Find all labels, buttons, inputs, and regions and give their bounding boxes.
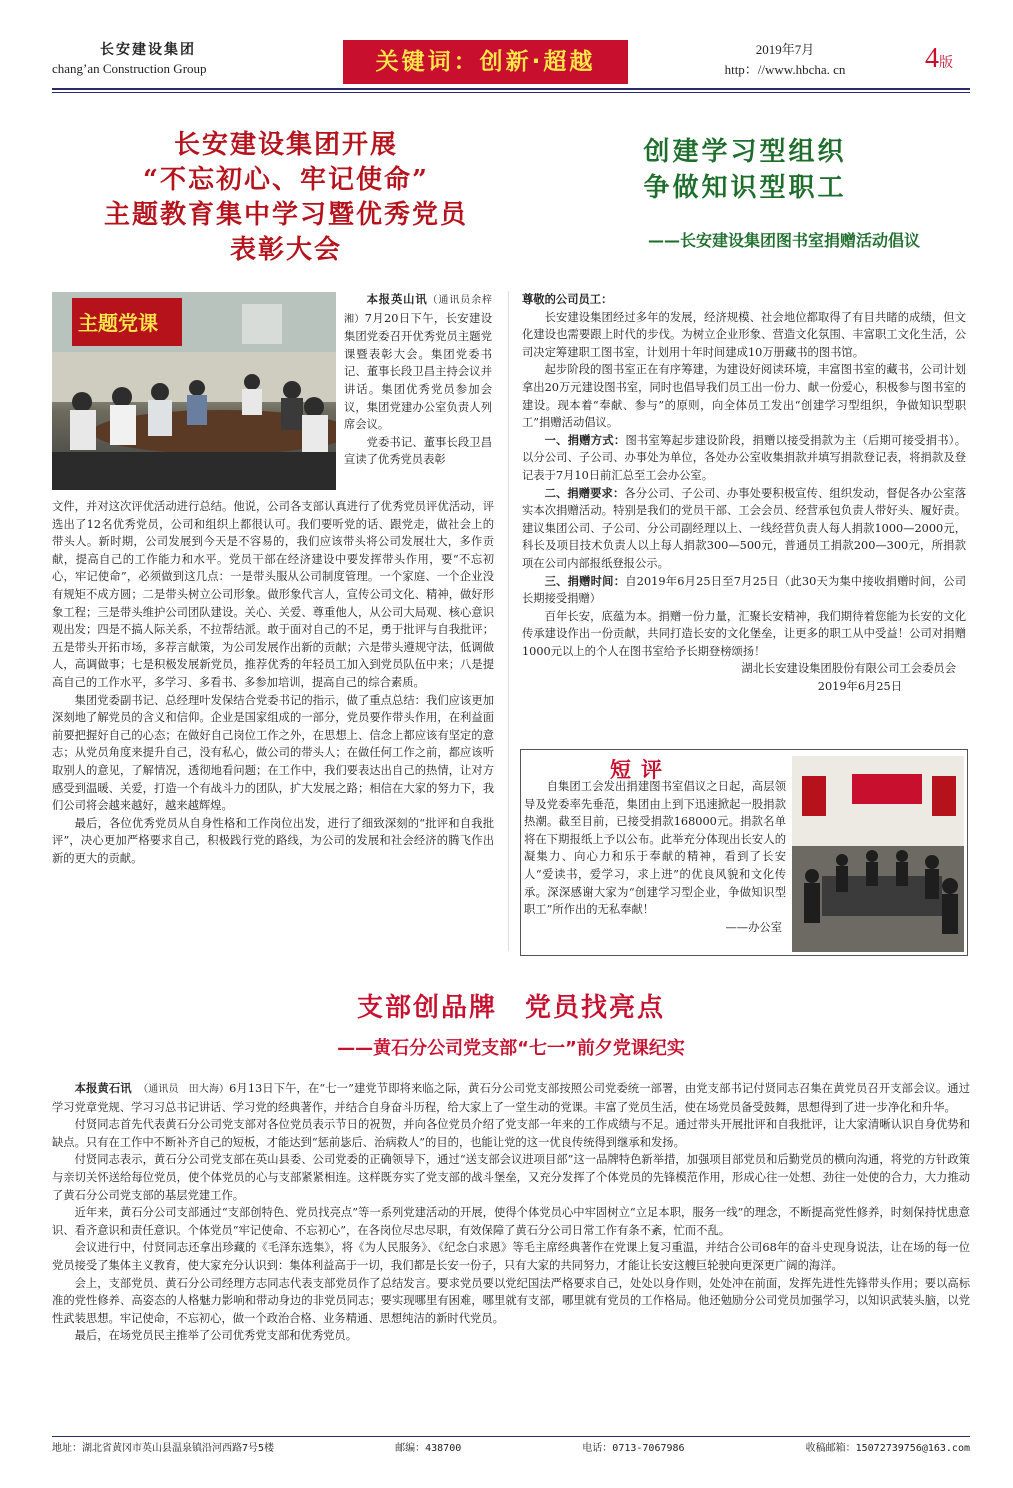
review-text	[524, 778, 786, 936]
issue-info	[690, 40, 880, 80]
paragraph: 文件，并对这次评优活动进行总结。他说，公司各支部认真进行了优秀党员评优活动，评选出了12名优秀党员，公司和组织上都很认可。我们要听党的话、跟党走，做社会上的带头人。新时期，公司发展到今天是不容易的，我们应该带头将公司发展壮大，多作贡献，提高自己的工作能力和水平。党员干部在经济建设中要发挥带头作用，要“不忘初心，牢记使命”，必须做到这几点：一是带头服从公司制度管理。一个家庭、一个企业没有规矩不成方圆；二是带头树立公司形象。做形象代言人，宣传公司文化、精神，做好形象工程；三是带头维护公司团队建设。关心、关爱、尊重他人，从公司大局观、核心意识观出发；四是不搞人际关系，不拉帮结派。敢于面对自己的不足，勇于批评与自我批评；五是带头开拓市场，多荐言献策，为公司发展作出新的贡献；六是带头遵规守法，低调做人，高调做事；七是积极发展新党员，推荐优秀的年轻员工加入到党员队伍中来；八是提高自己的工作水平，多学习、多看书、多参加培训，提高自己的综合素质。	[52, 500, 494, 689]
paragraph: 付贤同志表示，黄石分公司党支部在英山县委、公司党委的正确领导下，通过“送支部会议进项目部”这一品牌特色新举措，加强项目部党员和后勤党员的横向沟通，将党的方针政策与亲切关怀送给每位党员，使个体党员的心与支部紧紧相连。这样既夯实了党支部的战斗堡垒，又充分发挥了个体党员的先锋模范作用，形成心往一处想、劲往一处使的合力，大力推动了黄石分公司党支部的基层党建工作。	[52, 1153, 970, 1202]
review-author: ——办公室	[725, 920, 782, 934]
paragraph: 三、捐赠时间：自2019年6月25日至7月25日（此30天为集中接收捐赠时间，公司长期接受捐赠）	[522, 573, 966, 606]
paragraph: 百年长安，底蕴为本。捐赠一份力量，汇聚长安精神，我们期待着您能为长安的文化传承建设作出一份贡献，共同打造长安的文化堡垒，让更多的职工从中受益！公司对捐赠1000元以上的个人在图书室给予长期登榜颂扬！	[522, 609, 966, 658]
paragraph: 最后，各位优秀党员从自身性格和工作岗位出发，进行了细致深刻的“批评和自我批评”，决心更加严格要求自己，积极践行党的路线，为公司的发展和社会经济的腾飞作出新的更大的贡献。	[52, 816, 494, 865]
paragraph: 会议进行中，付贤同志还拿出珍藏的《毛泽东选集》，将《为人民服务》、《纪念白求恩》等毛主席经典著作在党课上复习重温，并结合公司68年的奋斗史现身说法，让在场的每一位党员接受了集体主义教育，使大家充分认识到：集体利益高于一切，我们都是长安一份子，只有大家的共同努力，才能让长安这艘巨轮驶向更深更广阔的海洋。	[52, 1241, 970, 1272]
dateline: 本报黄石讯	[74, 1081, 132, 1095]
article2-headline	[560, 134, 930, 206]
page-number: 4版	[925, 43, 953, 74]
dateline: 本报英山讯	[366, 292, 428, 306]
paragraph: 长安建设集团经过多年的发展，经济规模、社会地位都取得了有目共睹的成绩，但文化建设也需要跟上时代的步伐。为树立企业形象、营造文化氛围、丰富职工文化生活，公司决定筹建职工图书室，计划用十年时间建成10万册藏书的图书馆。	[522, 310, 966, 359]
meeting-photo	[52, 292, 336, 490]
paragraph-head: 党委书记、董事长段卫昌宣读了优秀党员表彰	[344, 435, 492, 467]
paragraph: 自集团工会发出捐建图书室倡议之日起，高层领导及党委率先垂范，集团由上到下迅速掀起一股捐款热潮。截至目前，已接受捐款168000元。捐款名单将在下期报纸上予以公布。此举充分体现出长安人的凝集力、向心力和乐于奉献的精神，看到了长安人“爱读书，爱学习，求上进”的优良风貌和文化传承。深深感谢大家为“创建学习型企业，争做知识型职工”所作出的无私奉献！	[524, 780, 786, 917]
headline-line: 争做知识型职工	[643, 173, 847, 203]
salutation: 尊敬的公司员工：	[522, 292, 613, 306]
paragraph: 付贤同志首先代表黄石分公司党支部对各位党员表示节日的祝贺，并向各位党员介绍了党支部一年来的工作成绩与不足。通过带头开展批评和自我批评，让大家清晰认识自身优势和缺点。只有在工作中不断补齐自己的短板，才能达到“惩前毖后、治病救人”的目的，也能让党的这一优良传统得到继承和发扬。	[52, 1118, 970, 1149]
article2-subtitle: ——长安建设集团图书室捐赠活动倡议	[647, 231, 920, 250]
signature: 湖北长安建设集团股份有限公司工会委员会	[741, 662, 956, 676]
masthead-rule	[52, 88, 970, 90]
headline-line: 创建学习型组织	[643, 137, 847, 167]
company-name-en: chang’an Construction Group	[52, 61, 207, 76]
footer-address: 地址：湖北省黄冈市英山县温泉镇沿河西路7号5楼	[52, 1443, 275, 1454]
headline-line: “不忘初心、牢记使命”	[143, 165, 429, 195]
paragraph: 集团党委副书记、总经理叶发保结合党委书记的指示，做了重点总结：我们应该更加深刻地了解党员的含义和信仰。企业是国家组成的一部分，党员要作带头作用，在利益面前要把握好自己的心态；在做好自己岗位工作之外，在思想上、信念上都应该有坚定的意志；从党员角度来提升自己，没有私心，做公司的带头人；在做任何工作之前，都应该听取别人的意见，了解情况，透彻地看问题；在工作中，我们要表达出自己的热情，让对方感受到温暖、关爱，打造一个有战斗力的团队，扩大发展之路；相信在大家的努力下，我们公司将会越来越好，越来越辉煌。	[52, 693, 494, 813]
headline-line: 表彰大会	[229, 235, 342, 265]
website-url[interactable]: http：//www.hbcha. cn	[724, 62, 846, 77]
issue-date: 2019年7月	[755, 42, 815, 57]
footer-email[interactable]: 收稿邮箱：15072739756@163.com	[805, 1443, 970, 1454]
paragraph: 起步阶段的图书室正在有序筹建，为建设好阅读环境，丰富图书室的藏书，公司计划拿出20万元建设图书室，同时也倡导我们员工出一份力、献一份爱心，积极参与图书室的建设。现本着“奉献、参与”的原则，向全体员工发出“创建学习型组织，争做知识型职工”捐赠活动倡议。	[522, 363, 966, 430]
article2-body	[522, 291, 966, 696]
lede-text: 6月13日下午，在“七一”建党节即将来临之际，黄石分公司党支部按照公司党委统一部署，由党支部书记付贤同志召集在黄党员召开支部会议。通过学习党章党规、学习习总书记讲话、学习党的经典著作，并结合自身奋斗历程，给大家上了一堂生动的党课。丰富了党员生活，使在场党员备受鼓舞，思想得到了进一步净化和升华。	[52, 1082, 970, 1114]
byline: （通讯员 田大海）	[143, 1084, 230, 1095]
paragraph: 二、捐赠要求：各分公司、子公司、办事处要积极宣传、组织发动，督促各办公室落实本次捐赠活动。特别是我们的党员干部、工会会员、经营承包负责人带好头、履好责。建议集团公司、子公司、分公司副经理以上、一线经营负责人每人捐款1000—2000元，科长及项目技术负责人以上每人捐款300—500元，普通员工捐款200—300元，所捐款项在公司内部报纸登报公示。	[522, 485, 966, 570]
paragraph: 一、捐赠方式：图书室筹起步建设阶段，捐赠以接受捐款为主（后期可接受捐书）。以分公司、子公司、办事处为单位，各处办公室收集捐款并填写捐款登记表，将捐款及登记表于7月10日前汇总至工会办公室。	[522, 432, 966, 482]
library-event-photo	[792, 756, 964, 952]
article1-body	[52, 498, 494, 867]
paragraph: 近年来，黄石分公司支部通过“支部创特色、党员找亮点”等一系列党建活动的开展，使得个体党员心中牢固树立“立足本职，服务一线”的理念，不断提高党性修养，时刻保持忧患意识、看齐意识和责任意识。个体党员“牢记使命、不忘初心”，在各岗位尽忠尽职，有效保障了黄石分公司日常工作有条不紊，忙而不乱。	[52, 1206, 970, 1237]
article3-headline: 支部创品牌 党员找亮点	[356, 993, 665, 1023]
sign-date: 2019年6月25日	[817, 680, 902, 694]
column-divider	[508, 291, 509, 951]
byline: （通讯员余梓湘）	[344, 295, 492, 325]
review-title: 短评	[610, 757, 672, 782]
page-suffix: 版	[939, 56, 953, 71]
paragraph: 最后，在场党员民主推举了公司优秀党支部和优秀党员。	[74, 1329, 358, 1343]
lede-text: 7月20日下午，长安建设集团党委召开优秀党员主题党课暨表彰大会。集团党委书记、董事长段卫昌主持会议并讲话。集团优秀党员参加会议，集团党建办公室负责人列席会议。	[344, 311, 492, 432]
article1-headline	[52, 128, 520, 268]
footer	[52, 1441, 970, 1457]
footer-postcode: 邮编：438700	[395, 1443, 462, 1454]
article3-subtitle: ——黄石分公司党支部“七一”前夕党课纪实	[337, 1038, 685, 1059]
article3-body	[52, 1080, 970, 1345]
masthead-rule-thin	[52, 92, 970, 93]
company-name-cn: 长安建设集团	[100, 42, 196, 58]
footer-phone: 电话：0713-7067986	[582, 1443, 685, 1454]
footer-rule	[52, 1436, 970, 1437]
headline-line: 长安建设集团开展	[173, 130, 398, 160]
headline-line: 主题教育集中学习暨优秀党员	[103, 200, 468, 230]
article1-lede	[344, 291, 492, 469]
banner-text: 主题党课	[78, 311, 158, 335]
keyword-banner: 关键词：创新·超越	[343, 40, 628, 84]
paragraph: 会上，支部党员、黄石分公司经理方志同志代表支部党员作了总结发言。要求党员要以党纪国法严格要求自己，处处以身作则，处处冲在前面，发挥先进性先锋带头作用；要以高标准的党性修养、高姿态的人格魅力影响和带动身边的非党员同志；要实现哪里有困难，哪里就有支部，哪里就有党员的工作格局。他还勉励分公司党员加强学习，以知识武装头脑，以党性武装思想。牢记使命，不忘初心，做一个政治合格、业务精通、思想纯洁的新时代党员。	[52, 1276, 970, 1325]
masthead-company	[52, 40, 284, 86]
